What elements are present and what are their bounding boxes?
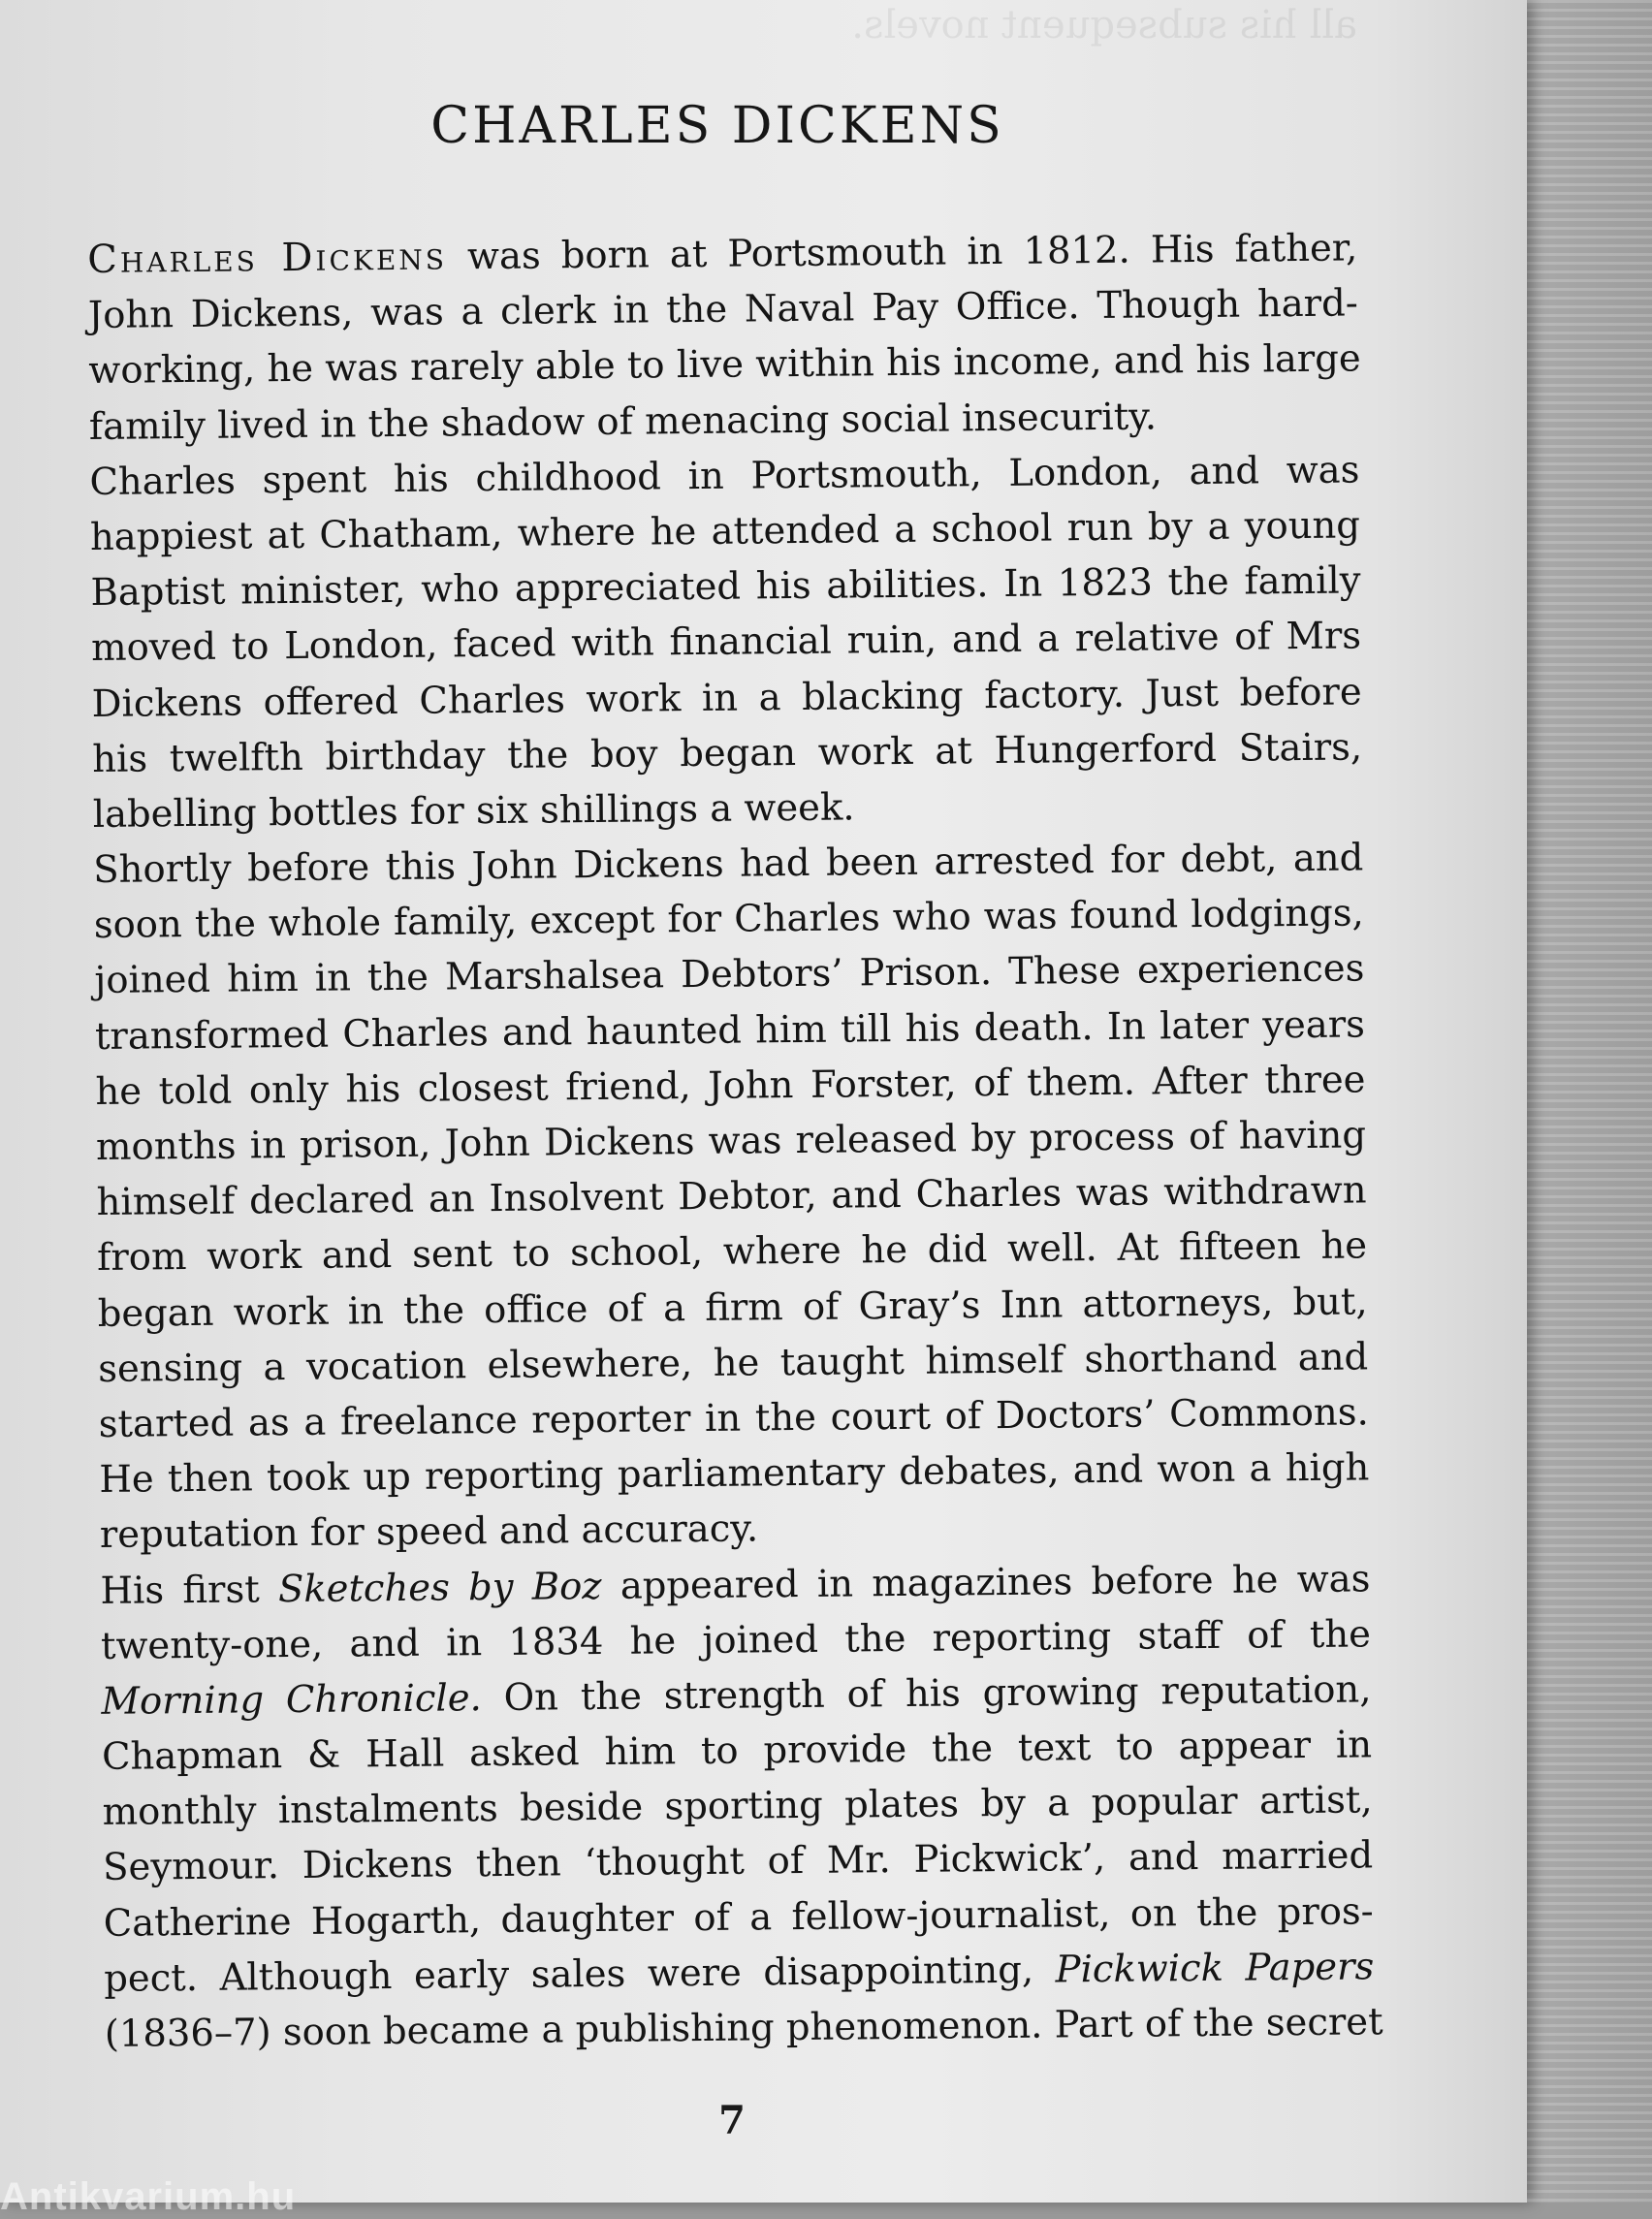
line-text: Charles spent his childhood in Portsmouth, London, and was [89, 448, 1360, 504]
line-text: Shortly before this John Dickens had been arrested for debt, and [93, 836, 1364, 893]
line-text: moved to London, faced with financial ruin, and a relative of Mrs [90, 614, 1362, 671]
line-text: sensing a vocation elsewhere, he taught himself shorthand and [98, 1335, 1369, 1391]
line-text: Catherine Hogarth, daughter of a fellow-journalist, on the pros- [103, 1888, 1374, 1946]
line-text: he told only his closest friend, John Forster, of them. After three [95, 1058, 1366, 1114]
line-text: Dickens offered Charles work in a blacking factory. Just before [91, 669, 1362, 726]
line-text: himself declared an Insolvent Debtor, and Charles was withdrawn [96, 1168, 1367, 1225]
page-title: CHARLES DICKENS [430, 97, 1004, 155]
line-text: pect. Although early sales were disappointing, [104, 1948, 1056, 2001]
line-text: was born at Portsmouth in 1812. His father, [446, 226, 1358, 279]
line-text: He then took up reporting parliamentary debates, and won a high [99, 1445, 1370, 1503]
line-text: Seymour. Dickens then ‘thought of Mr. Pickwick’, and married [102, 1833, 1374, 1890]
line-text: soon the whole family, except for Charles who was found lodgings, [93, 891, 1365, 948]
line-text: His first [100, 1567, 279, 1613]
watermark: Antikvarium.hu [0, 2175, 297, 2218]
line-text: labelling bottles for six shillings a week. [92, 785, 855, 837]
drop-name-smallcaps: Charles Dickens [87, 234, 448, 282]
line-text: monthly instalments beside sporting plates by a popular artist, [102, 1778, 1373, 1835]
line-text: appeared in magazines before he was [601, 1556, 1371, 1608]
line-text: On the strength of his growing reputation, [481, 1667, 1372, 1721]
page-number: 7 [718, 2098, 746, 2143]
italic-title: Pickwick Papers [1055, 1945, 1375, 1992]
line-text: joined him in the Marshalsea Debtors’ Prison. These experiences [94, 946, 1365, 1003]
bleed-through-text: all his subsequent novels. [851, 3, 1357, 48]
line-text: (1836–7) soon became a publishing phenomenon. Part of the secret [104, 2000, 1383, 2056]
italic-title: Morning Chronicle. [101, 1676, 482, 1724]
line-text: Baptist minister, who appreciated his abilities. In 1823 the family [90, 558, 1361, 616]
italic-title: Sketches by Boz [277, 1564, 602, 1611]
line-text: working, he was rarely able to live within his income, and his large [88, 336, 1361, 394]
line-text: reputation for speed and accuracy. [99, 1506, 759, 1558]
line-text: happiest at Chatham, where he attended a school run by a young [89, 503, 1361, 559]
background-fabric [1512, 0, 1652, 2203]
body-text [87, 220, 1383, 2062]
line-text: John Dickens, was a clerk in the Naval Pay Office. Though hard- [87, 281, 1358, 338]
line-text: started as a freelance reporter in the court of Doctors’ Commons. [98, 1390, 1369, 1446]
text-line [104, 1994, 1383, 2062]
line-text: transformed Charles and haunted him till his death. In later years [94, 1002, 1366, 1059]
line-text: family lived in the shadow of menacing social insecurity. [88, 394, 1158, 449]
line-text: his twelfth birthday the boy began work at Hungerford Stairs, [91, 725, 1363, 781]
line-text: from work and sent to school, where he did well. At fifteen he [96, 1223, 1368, 1281]
line-text: began work in the office of a firm of Gray’s Inn attorneys, but, [97, 1279, 1368, 1336]
line-text: Chapman & Hall asked him to provide the text to appear in [101, 1723, 1373, 1779]
line-text: twenty-one, and in 1834 he joined the reporting staff of the [100, 1612, 1372, 1668]
line-text: months in prison, John Dickens was released by process of having [95, 1113, 1367, 1169]
